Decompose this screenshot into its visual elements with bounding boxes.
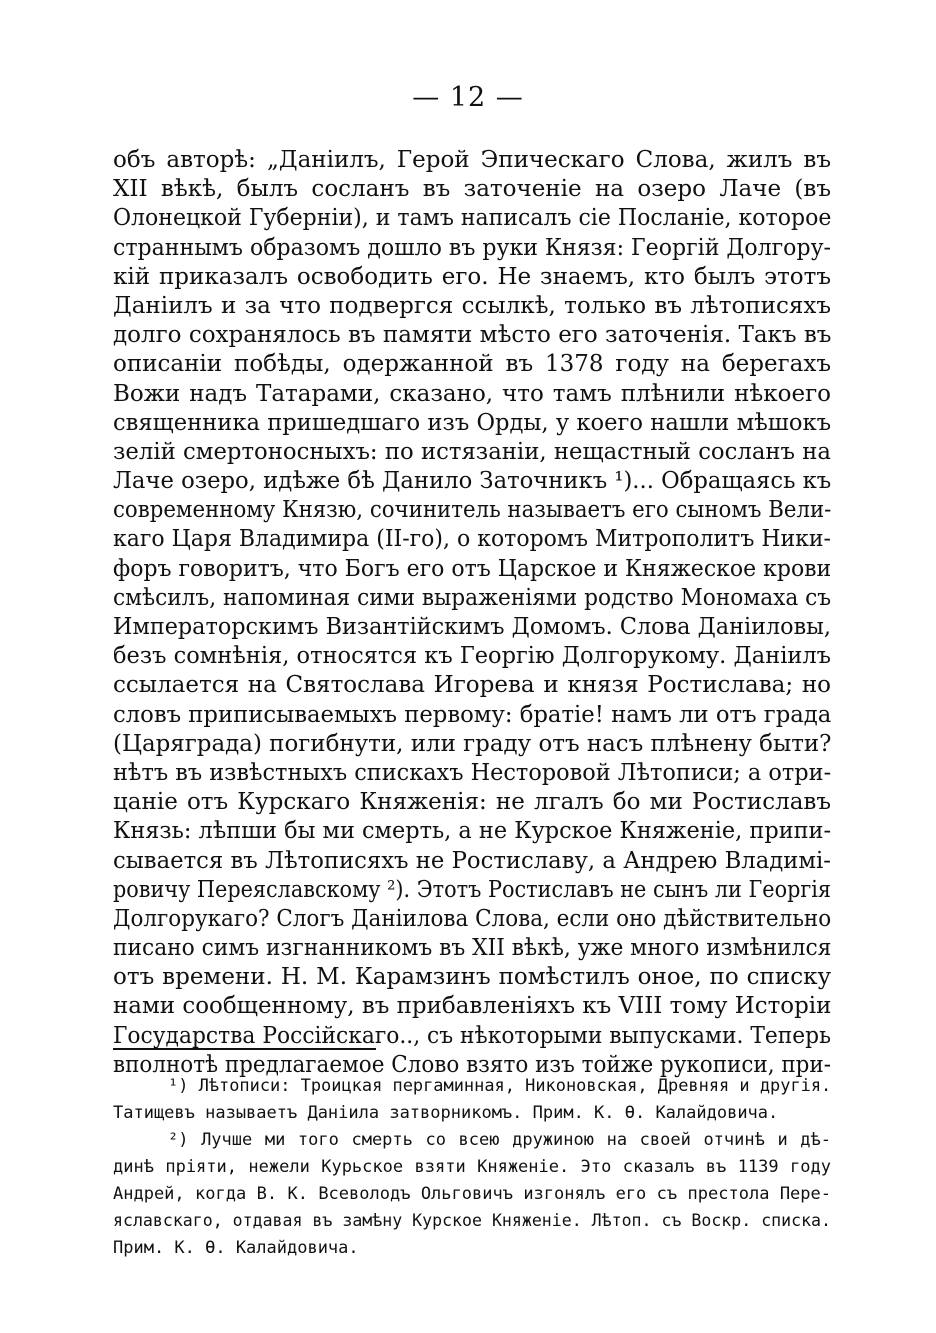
body-line: кій приказалъ освободить его. Не знаемъ, кто былъ этотъ xyxy=(113,263,831,290)
body-line: страннымъ образомъ дошло въ руки Князя: Георгій Долгору- xyxy=(113,234,831,261)
body-line: сывается въ Лѣтописяхъ не Ростиславу, а Андрею Владимі- xyxy=(113,847,831,874)
body-line: Государства Россійскаго.., съ нѣкоторыми выпусками. Теперь xyxy=(113,1022,831,1049)
footnote-line: яславскаго, отдавая въ замѣну Курское Княженіе. Лѣтоп. съ Воскр. списка. xyxy=(113,1211,831,1231)
footnote-line: ¹) Лѣтописи: Троицкая пергаминная, Никоновская, Древняя и другія. xyxy=(168,1076,832,1096)
body-line: ровичу Переяславскому ²). Этотъ Ростиславъ не сынъ ли Георгія xyxy=(113,876,831,903)
body-line: смѣсилъ, напоминая сими выраженіями родство Мономаха съ xyxy=(113,584,832,611)
body-line: долго сохранялось въ памяти мѣсто его заточенія. Такъ въ xyxy=(113,322,832,349)
footnote-line: Андрей, когда В. К. Всеволодъ Ольговичъ изгонялъ его съ престола Пере- xyxy=(113,1184,831,1204)
body-line: Князь: лѣпши бы ми смерть, а не Курское Княженіе, припи- xyxy=(113,818,832,845)
body-line: писано симъ изгнанникомъ въ XII вѣкѣ, уже много измѣнился xyxy=(113,935,832,962)
body-line: вполнотѣ предлагаемое Слово взято изъ тойже рукописи, при- xyxy=(113,1051,831,1078)
body-line: форъ говоритъ, что Богъ его отъ Царское и Княжеское крови xyxy=(113,555,832,582)
body-line: Олонецкой Губерніи), и тамъ написалъ сіе Посланіе, которое xyxy=(113,205,832,232)
body-text xyxy=(113,146,831,1080)
body-line: отъ времени. Н. М. Карамзинъ помѣстилъ оное, по списку xyxy=(113,964,831,991)
body-line: (Царяграда) погибнути, или граду отъ насъ плѣнену быти? xyxy=(113,730,832,757)
footnote-divider xyxy=(113,1048,376,1050)
body-line: нѣтъ въ извѣстныхъ спискахъ Несторовой Лѣтописи; а отри- xyxy=(113,759,832,786)
body-line: словъ приписываемыхъ первому: братіе! намъ ли отъ града xyxy=(113,701,832,728)
footnote-line: Прим. К. Ѳ. Калайдовича. xyxy=(113,1238,359,1258)
body-line: Вожи надъ Татарами, сказано, что тамъ плѣнили нѣкоего xyxy=(113,380,831,407)
body-line: Лаче озеро, идѣже бѣ Данило Заточникъ ¹)... Обращаясь къ xyxy=(113,468,832,495)
body-line: нами сообщенному, въ прибавленіяхъ къ VIII тому Исторіи xyxy=(113,993,832,1020)
body-line: Даніилъ и за что подвергся ссылкѣ, только въ лѣтописяхъ xyxy=(113,292,831,319)
body-line: зелій смертоносныхъ: по истязаніи, нещастный сосланъ на xyxy=(113,438,831,465)
page-number: — 12 — xyxy=(412,82,524,113)
body-line: ссылается на Святослава Игорева и князя Ростислава; но xyxy=(113,672,831,699)
body-line: описаніи побѣды, одержанной въ 1378 году на берегахъ xyxy=(113,351,831,378)
body-line: объ авторѣ: „Даніилъ, Герой Эпическаго Слова, жилъ въ xyxy=(113,147,831,173)
body-line: Императорскимъ Византійскимъ Домомъ. Слова Даніиловы, xyxy=(113,614,831,640)
body-line: Долгорукаго? Слогъ Даніилова Слова, если оно дѣйствительно xyxy=(113,905,832,932)
footnotes xyxy=(113,1073,831,1262)
body-line: XII вѣкѣ, былъ сосланъ въ заточеніе на озеро Лаче (въ xyxy=(113,176,831,203)
body-line: современному Князю, сочинитель называетъ его сыномъ Вели- xyxy=(113,497,832,524)
body-line: безъ сомнѣнія, относятся къ Георгію Долгорукому. Даніилъ xyxy=(113,643,831,670)
footnote-line: ²) Лучше ми того смерть со всею дружиною на своей отчинѣ и дѣ- xyxy=(168,1130,831,1150)
footnote-line: динѣ пріяти, нежели Курьское взяти Княженіе. Это сказалъ въ 1139 году xyxy=(113,1157,831,1177)
footnote-line: Татищевъ называетъ Даніила затворникомъ. Прим. К. Ѳ. Калайдовича. xyxy=(113,1103,779,1123)
body-line: цаніе отъ Курскаго Княженія: не лгалъ бо ми Ростиславъ xyxy=(113,789,831,816)
body-line: каго Царя Владимира (II-го), о которомъ Митрополитъ Ники- xyxy=(113,526,831,553)
body-line: священника пришедшаго изъ Орды, у коего нашли мѣшокъ xyxy=(113,409,831,436)
